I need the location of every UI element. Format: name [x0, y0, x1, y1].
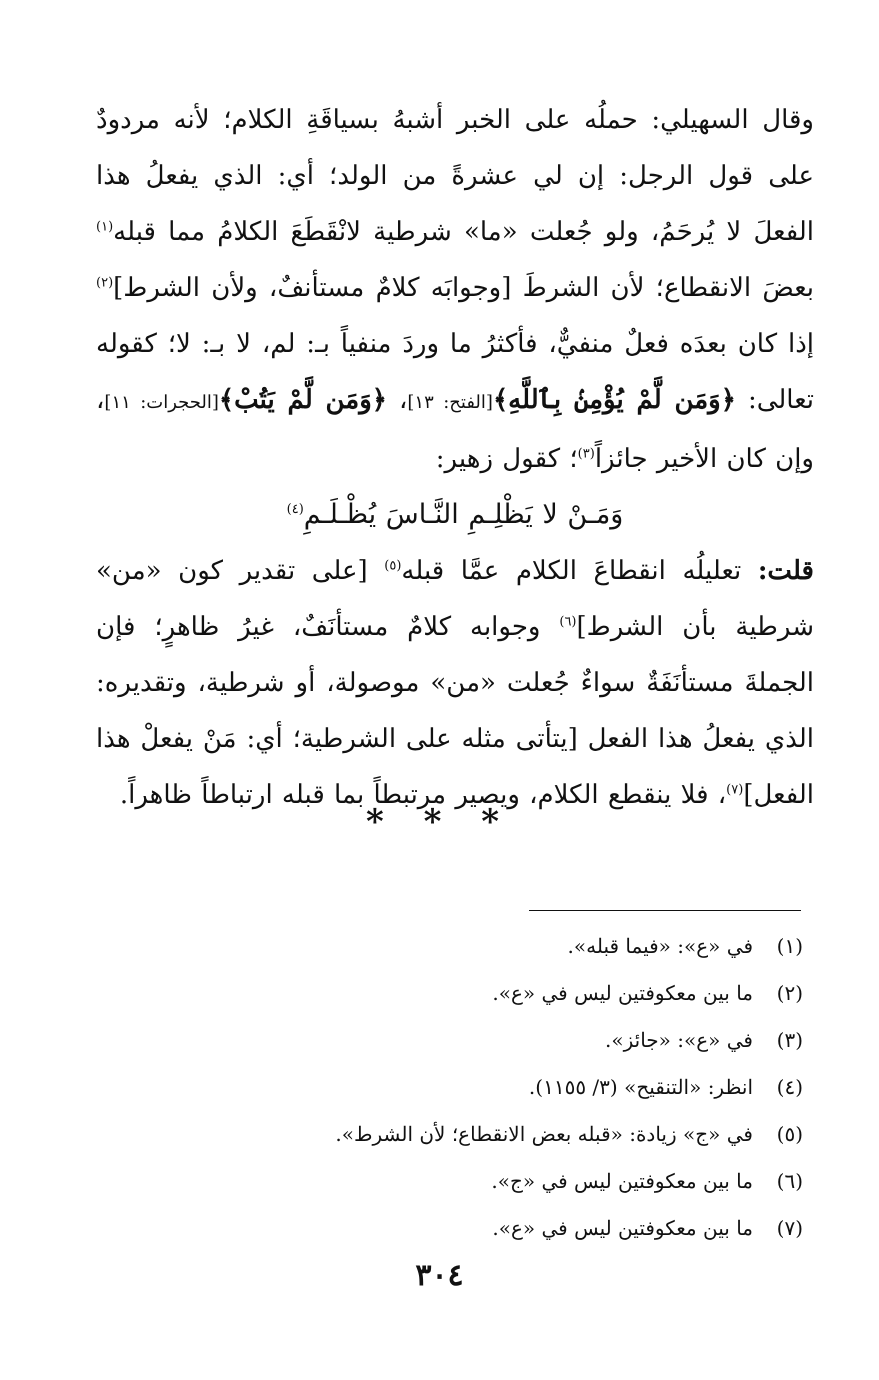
footnote-divider — [529, 910, 801, 911]
footnote-text: في «ج» زيادة: «قبله بعض الانقطاع؛ لأن الشرط». — [335, 1122, 753, 1146]
footnote-item — [103, 1208, 803, 1255]
footnote-number: (٢) — [776, 981, 803, 1005]
text-segment: بعضَ الانقطاع؛ لأن الشرطَ [وجوابَه كلامٌ مستأنفٌ، ولأن الشرط] — [113, 273, 814, 303]
page-number: ٣٠٤ — [415, 1258, 464, 1293]
text-segment: وقال السهيلي: حملُه على الخبر أشبهُ بسياقَةِ الكلام؛ لأنه مردودٌ على قول الرجل: إن لي عشرةً من الولد؛ أي: الذي يفعلُ هذا الفعلَ لا يُرحَمُ، ولو جُعلت «ما» شرطية لانْقَطَعَ الكلامُ مما قبله — [96, 105, 814, 247]
footnote-ref-4[interactable]: (٤) — [286, 502, 304, 517]
paragraph-author-comment — [96, 543, 814, 823]
footnote-ref-7[interactable]: (٧) — [726, 782, 744, 798]
text-segment: ؛ كقول زهير: — [435, 444, 578, 474]
footnote-ref-1[interactable]: (١) — [96, 219, 114, 235]
footnote-text: ما بين معكوفتين ليس في «ع». — [492, 1216, 753, 1240]
surah-reference-al-fath: [الفتح: ١٣] — [407, 392, 493, 413]
footnote-text: في «ع»: «جائز». — [605, 1028, 753, 1052]
footnote-item — [103, 926, 803, 973]
footnote-text: انظر: «التنقيح» (٣/ ١١٥٥). — [528, 1075, 753, 1099]
footnote-ref-5[interactable]: (٥) — [384, 558, 402, 574]
lead-word: قلت: — [757, 556, 814, 586]
text-segment: ، وإن كان الأخير جائزاً — [96, 385, 814, 474]
main-text — [96, 92, 814, 823]
footnote-item — [103, 1161, 803, 1208]
footnote-number: (١) — [776, 934, 803, 958]
footnote-ref-6[interactable]: (٦) — [559, 614, 577, 630]
footnote-text: ما بين معكوفتين ليس في «ج». — [491, 1169, 753, 1193]
footnote-number: (٤) — [776, 1075, 803, 1099]
footnote-text: في «ع»: «فيما قبله». — [567, 934, 753, 958]
footnote-ref-2[interactable]: (٢) — [96, 275, 114, 291]
text-segment: وجوابه كلامٌ مستأنَفٌ، غيرُ ظاهرٍ؛ فإن الجملةَ مستأنَفَةٌ سواءٌ جُعلت «من» موصولة، أو شرطية، وتقديره: الذي يفعلُ هذا الفعل [يتأتى مثله على الشرطية؛ أي: مَنْ يفعلْ هذا الفعل] — [96, 612, 814, 810]
footnote-item — [103, 973, 803, 1020]
text-segment: ، — [387, 385, 408, 415]
surah-reference-al-hujurat: [الحجرات: ١١] — [104, 392, 219, 413]
quran-quote-al-hujurat: ﴿وَمَن لَّمْ يَتُبْ﴾ — [218, 385, 388, 415]
footnote-number: (٣) — [776, 1028, 803, 1052]
footnote-item — [103, 1114, 803, 1161]
footnote-number: (٧) — [776, 1216, 803, 1240]
footnote-ref-3[interactable]: (٣) — [577, 446, 595, 462]
quran-quote-al-fath: ﴿وَمَن لَّمْ يُؤْمِنۢ بِٱللَّهِ﴾ — [492, 385, 736, 415]
verse-text: وَمَـنْ لا يَظْلِـمِ النَّـاسَ يُظْـلَـمِ — [303, 499, 624, 530]
poetry-verse-zuhair — [96, 487, 814, 543]
paragraph-suhaili-quote — [96, 92, 814, 487]
text-segment: ، فلا ينقطع الكلام، ويصير مرتبطاً بما قبله ارتباطاً ظاهراً. — [119, 780, 727, 810]
text-segment: تعليلُه انقطاعَ الكلام عمَّا قبله — [401, 556, 758, 586]
text-segment: إذا كان بعدَه فعلٌ منفيٌّ، فأكثرُ ما وردَ منفياً بـ: لم، لا بـ: لا؛ كقوله تعالى: — [96, 329, 814, 415]
footnotes-list — [103, 926, 803, 1255]
footnote-text: ما بين معكوفتين ليس في «ع». — [492, 981, 753, 1005]
footnote-item — [103, 1020, 803, 1067]
text-segment: [على تقدير كون «من» شرطية بأن الشرط] — [96, 556, 815, 642]
footnote-number: (٥) — [776, 1122, 803, 1146]
footnote-item — [103, 1067, 803, 1114]
section-separator: * * * — [365, 802, 513, 842]
footnote-number: (٦) — [776, 1169, 803, 1193]
